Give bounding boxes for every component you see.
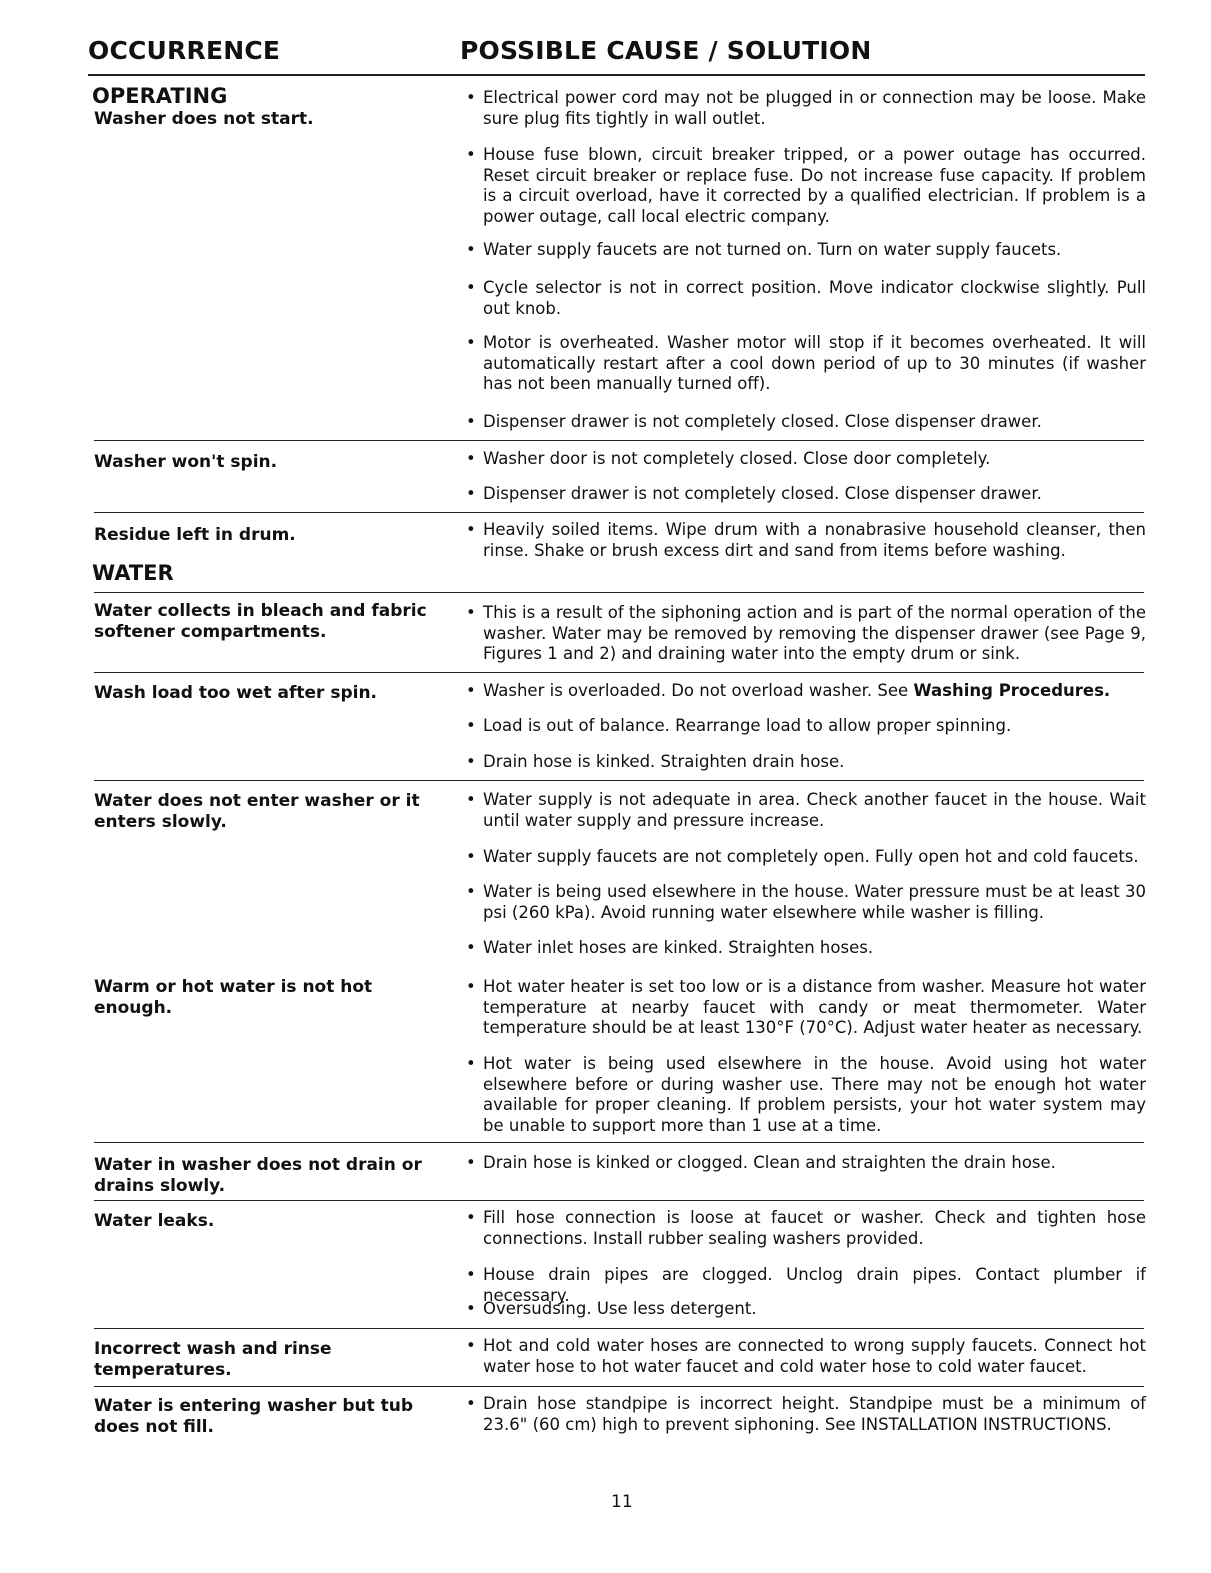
washing-procedures-ref: Washing Procedures.: [913, 681, 1111, 700]
section-operating: OPERATING: [92, 84, 228, 108]
bullet: •: [466, 449, 476, 468]
solution-item: • Washer is overloaded. Do not overload washer. See Washing Procedures.: [466, 681, 1111, 700]
bullet: •: [466, 681, 476, 700]
solution-item: • Water is being used elsewhere in the house. Water pressure must be at least 30 psi (260 kPa). Avoid running water elsewhere while washer is filling.: [466, 882, 1146, 922]
solution-item: • Drain hose standpipe is incorrect height. Standpipe must be a minimum of 23.6" (60 cm) high to prevent siphoning. See INSTALLATION INSTRUCTIONS.: [466, 1394, 1146, 1434]
bullet: •: [466, 484, 476, 503]
occurrence-header: OCCURRENCE: [88, 36, 281, 65]
solution-item: • Fill hose connection is loose at faucet or washer. Check and tighten hose connections. Install rubber sealing washers provided.: [466, 1208, 1146, 1248]
solution-item: • Hot water is being used elsewhere in the house. Avoid using hot water elsewhere before or during washer use. There may not be enough hot water available for proper cleaning. If problem persists, your hot water system may be unable to support more than 1 use at a time.: [466, 1054, 1146, 1135]
solution-item: • Drain hose is kinked or clogged. Clean and straighten the drain hose.: [466, 1153, 1056, 1172]
bullet: •: [466, 1299, 476, 1318]
occurrence-leaks: Water leaks.: [94, 1211, 215, 1231]
bullet: •: [466, 1336, 476, 1355]
solution-item: • Hot water heater is set too low or is a distance from washer. Measure hot water temperature at nearby faucet with candy or meat thermometer. Water temperature should be at least 130°F (70°C). Adjust water heater as necessary.: [466, 977, 1146, 1038]
occurrence-temps: Incorrect wash and rinse temperatures.: [94, 1339, 332, 1380]
bullet: •: [466, 1054, 476, 1073]
solution-item: • Oversudsing. Use less detergent.: [466, 1299, 757, 1318]
solution-item: • Water supply is not adequate in area. Check another faucet in the house. Wait until water supply and pressure increase.: [466, 790, 1146, 830]
page-number: 11: [611, 1492, 633, 1512]
solution-item: • Electrical power cord may not be plugged in or connection may be loose. Make sure plug fits tightly in wall outlet.: [466, 88, 1146, 128]
header-rule: [88, 74, 1145, 76]
row-divider: [94, 1142, 1144, 1143]
cause-solution-header: POSSIBLE CAUSE / SOLUTION: [460, 36, 872, 65]
occurrence-not-enter: Water does not enter washer or it enters slowly.: [94, 791, 420, 832]
bullet: •: [466, 1265, 476, 1284]
row-divider: [94, 1386, 1144, 1387]
occurrence-residue: Residue left in drum.: [94, 525, 296, 545]
bullet: •: [466, 240, 476, 259]
row-divider: [94, 440, 1144, 441]
bullet: •: [466, 333, 476, 352]
occurrence-not-drain: Water in washer does not drain or drains slowly.: [94, 1155, 422, 1196]
solution-item: • Dispenser drawer is not completely closed. Close dispenser drawer.: [466, 412, 1042, 431]
section-water: WATER: [92, 561, 174, 585]
bullet: •: [466, 752, 476, 771]
solution-item: • Load is out of balance. Rearrange load to allow proper spinning.: [466, 716, 1012, 735]
bullet: •: [466, 1208, 476, 1227]
bullet: •: [466, 88, 476, 107]
occurrence-not-start: Washer does not start.: [94, 109, 314, 129]
bullet: •: [466, 520, 476, 539]
bullet: •: [466, 977, 476, 996]
occurrence-collects: Water collects in bleach and fabric softener compartments.: [94, 601, 427, 642]
bullet: •: [466, 790, 476, 809]
bullet: •: [466, 603, 476, 622]
bullet: •: [466, 938, 476, 957]
row-divider: [94, 512, 1144, 513]
occurrence-not-hot: Warm or hot water is not hot enough.: [94, 977, 373, 1018]
solution-item: • Motor is overheated. Washer motor will stop if it becomes overheated. It will automatically restart after a cool down period of up to 30 minutes (if washer has not been manually turned off).: [466, 333, 1146, 394]
solution-item: • House drain pipes are clogged. Unclog drain pipes. Contact plumber if necessary.: [466, 1265, 1146, 1305]
section-rule: [94, 592, 1144, 593]
solution-item: • Water supply faucets are not completely open. Fully open hot and cold faucets.: [466, 847, 1139, 866]
occurrence-too-wet: Wash load too wet after spin.: [94, 683, 378, 703]
solution-item: • Drain hose is kinked. Straighten drain hose.: [466, 752, 845, 771]
bullet: •: [466, 278, 476, 297]
bullet: •: [466, 716, 476, 735]
bullet: •: [466, 1394, 476, 1413]
row-divider: [94, 780, 1144, 781]
bullet: •: [466, 145, 476, 164]
solution-item: • Hot and cold water hoses are connected to wrong supply faucets. Connect hot water hose to hot water faucet and cold water hose to cold water faucet.: [466, 1336, 1146, 1376]
solution-item: • House fuse blown, circuit breaker tripped, or a power outage has occurred. Reset circuit breaker or replace fuse. Do not increase fuse capacity. If problem is a circuit overload, have it corrected by a qualified electrician. If problem is a power outage, call local electric company.: [466, 145, 1146, 226]
solution-item: • Dispenser drawer is not completely closed. Close dispenser drawer.: [466, 484, 1042, 503]
row-divider: [94, 1200, 1144, 1201]
solution-item: • Water inlet hoses are kinked. Straighten hoses.: [466, 938, 874, 957]
bullet: •: [466, 412, 476, 431]
solution-item: • Heavily soiled items. Wipe drum with a nonabrasive household cleanser, then rinse. Shake or brush excess dirt and sand from items before washing.: [466, 520, 1146, 560]
bullet: •: [466, 847, 476, 866]
solution-item: • Cycle selector is not in correct position. Move indicator clockwise slightly. Pull out knob.: [466, 278, 1146, 318]
row-divider: [94, 1328, 1144, 1329]
bullet: •: [466, 1153, 476, 1172]
solution-item: • This is a result of the siphoning action and is part of the normal operation of the washer. Water may be removed by removing the dispenser drawer (see Page 9, Figures 1 and 2) and draining water into the empty drum or sink.: [466, 603, 1146, 664]
solution-item: • Water supply faucets are not turned on. Turn on water supply faucets.: [466, 240, 1062, 259]
occurrence-wont-spin: Washer won't spin.: [94, 452, 278, 472]
occurrence-tub-fill: Water is entering washer but tub does not fill.: [94, 1396, 414, 1437]
bullet: •: [466, 882, 476, 901]
solution-item: • Washer door is not completely closed. Close door completely.: [466, 449, 991, 468]
row-divider: [94, 672, 1144, 673]
